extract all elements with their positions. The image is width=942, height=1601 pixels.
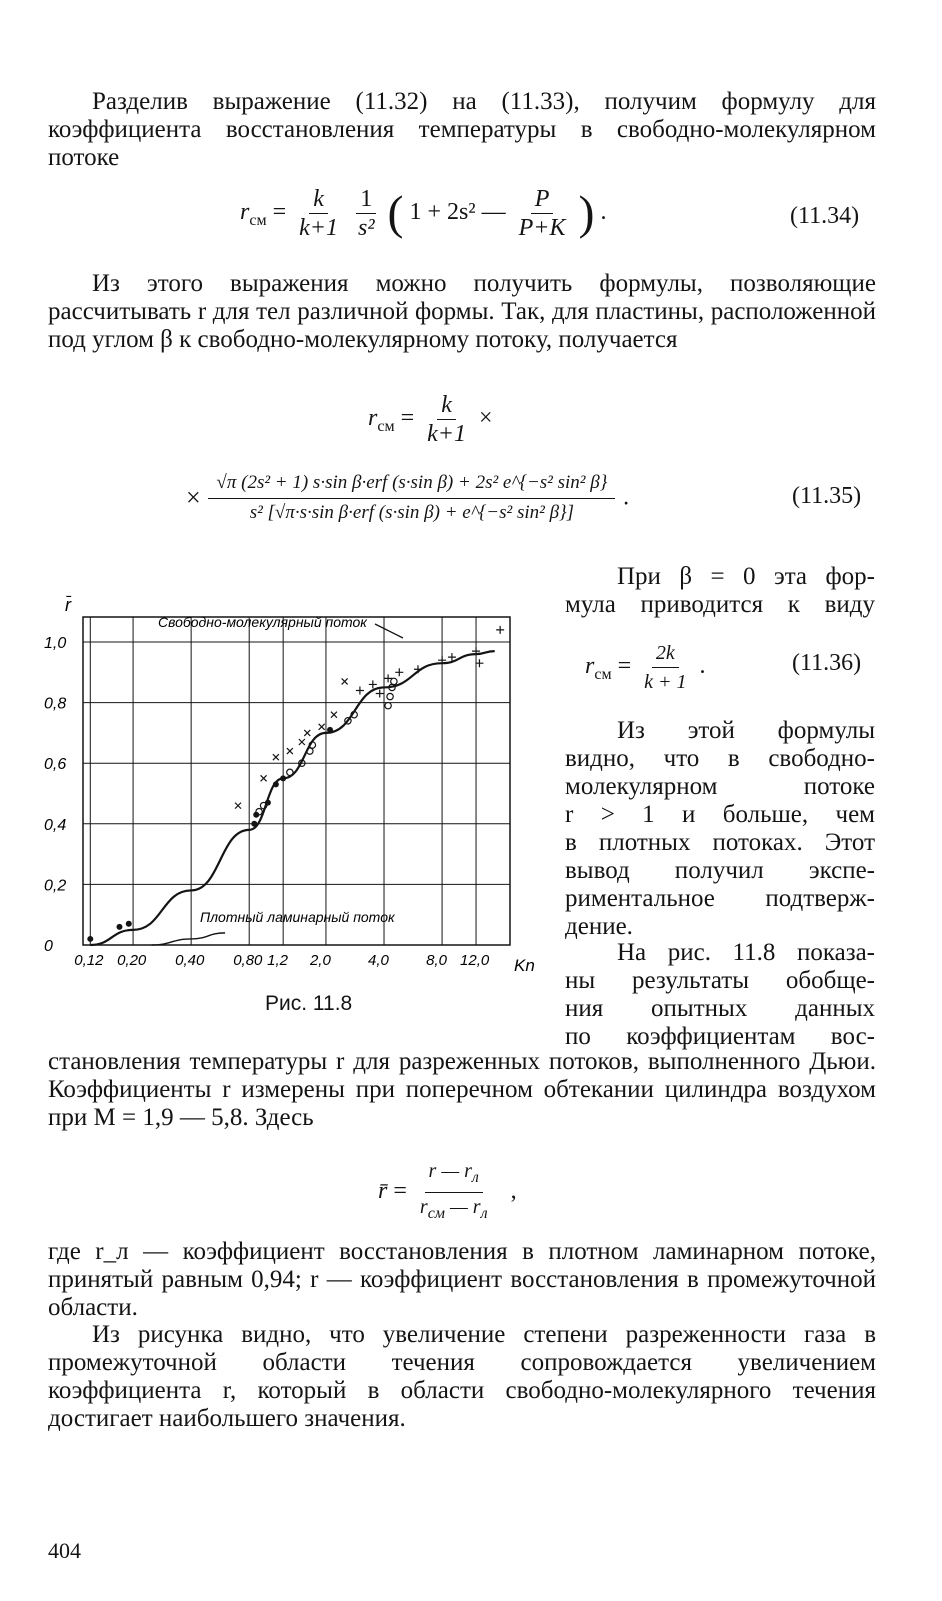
- label-free-pointer: [375, 624, 403, 638]
- eq2-times: ×: [478, 405, 493, 432]
- eq1-lhs-sub: см: [249, 211, 267, 229]
- data-point-x: [261, 775, 267, 781]
- x-tick-label: 4,0: [368, 952, 389, 969]
- equation-11-35-line1: $r_{см}$ = $\frac{k}{k+1}$ ×: [368, 392, 493, 447]
- data-point-plus: [414, 665, 422, 673]
- data-point-dot: [116, 924, 122, 930]
- eq1-open-paren: (: [387, 186, 404, 240]
- x-tick-label: 0,80: [233, 952, 263, 969]
- eq4-lhs-sub: см: [594, 665, 612, 683]
- data-point-circle: [287, 769, 293, 775]
- eq5-den: r: [419, 1196, 428, 1218]
- side2-line-2: видно, что в свободно-: [565, 745, 875, 772]
- data-point-dot: [126, 921, 132, 927]
- data-point-x: [273, 754, 279, 760]
- y-tick-label: 0,4: [44, 816, 67, 834]
- page-number: 404: [48, 1538, 81, 1563]
- data-point-dot: [273, 781, 279, 787]
- equation-number-11-36: (11.36): [792, 650, 862, 676]
- y-tick-label: 0,2: [44, 877, 67, 895]
- eq1-f2-den: s²: [357, 215, 375, 241]
- fit-curve: [90, 651, 494, 945]
- side-text-1: [565, 563, 875, 619]
- data-point-circle: [385, 702, 391, 708]
- data-point-plus: [376, 690, 384, 698]
- side2-line-3: молекулярном потоке: [565, 773, 875, 800]
- eq1-f3-den: P+K: [518, 215, 566, 241]
- eq3-num: √π (2s² + 1) s·sin β·erf (s·sin β) + 2s² e^{−s² sin² β}: [208, 470, 615, 499]
- label-dense-laminar: Плотный ламинарный поток: [200, 909, 395, 925]
- equation-11-36: $r_{см}$ = $\frac{2k}{k + 1}$ .: [585, 642, 706, 693]
- eq5-num: r — r: [428, 1160, 472, 1182]
- data-point-x: [342, 678, 348, 684]
- x-tick-label: 0,40: [175, 952, 205, 969]
- side3-line-3: ния опытных данных: [565, 995, 875, 1022]
- data-point-plus: [395, 668, 403, 676]
- x-tick-label: 0,12: [74, 952, 104, 969]
- eq3-den: s² [√π·s·sin β·erf (s·sin β) + e^{−s² sin² β}]: [249, 502, 575, 523]
- eq4-num: 2k: [652, 640, 679, 668]
- paragraph-4: где r_л — коэффициент восстановления в плотном ламинарном потоке, принятый равным 0,94; r — коэффициент восстановления в промежуточной области.: [48, 1238, 876, 1321]
- data-point-plus: [496, 626, 504, 634]
- eq5-den-mid: — r: [445, 1196, 481, 1218]
- eq4-tail: .: [699, 653, 706, 680]
- eq2-den: k+1: [427, 421, 466, 447]
- side3-line-4: по коэффициентам вос-: [565, 1023, 875, 1050]
- eq2-lhs: r: [368, 405, 378, 432]
- eq5-den-sub1: см: [427, 1205, 445, 1222]
- data-point-x: [304, 730, 310, 736]
- eq5-tail: ,: [510, 1178, 517, 1205]
- data-point-circle: [387, 693, 393, 699]
- eq1-lhs: r: [240, 199, 250, 226]
- eq1-close-paren: ): [578, 186, 595, 240]
- data-point-x: [299, 739, 305, 745]
- x-axis-label: Kn: [514, 956, 535, 975]
- data-point-x: [235, 803, 241, 809]
- side-text-3: [565, 939, 875, 1051]
- data-point-x: [319, 724, 325, 730]
- x-tick-label: 2,0: [309, 952, 331, 969]
- figure-grid: [83, 617, 510, 945]
- data-point-circle: [391, 678, 397, 684]
- equation-number-11-35: (11.35): [792, 483, 862, 509]
- side1-line-1: При β = 0 эта фор-: [617, 563, 875, 590]
- data-point-dot: [327, 727, 333, 733]
- y-tick-label: 0,6: [44, 756, 67, 774]
- eq1-body: 1 + 2s² —: [409, 199, 506, 226]
- eq2-num: k: [437, 392, 456, 420]
- x-tick-label: 0,20: [117, 952, 147, 969]
- figure-curves: [90, 651, 494, 945]
- y-tick-label: 1,0: [44, 635, 67, 652]
- paragraph-3: становления температуры r для разреженных потоков, выполненного Дьюи. Коэффициенты r измерены при поперечном обтекании цилиндра воздухом при M = 1,9 — 5,8. Здесь: [48, 1048, 876, 1131]
- side2-line-8: дение.: [565, 913, 633, 940]
- side-text-2: [565, 717, 875, 941]
- data-point-x: [331, 712, 337, 718]
- data-point-dot: [87, 936, 93, 942]
- data-point-plus: [369, 680, 377, 688]
- eq1-f1-den: k+1: [299, 215, 338, 241]
- side1-line-2: мула приводится к виду: [565, 591, 875, 618]
- eq3-tail: .: [623, 484, 630, 511]
- eq5-den-sub2: л: [480, 1205, 488, 1222]
- eq5-num-sub: л: [471, 1169, 479, 1186]
- equation-number-11-34: (11.34): [790, 203, 860, 229]
- side2-line-5: в плотных потоках. Этот: [565, 829, 875, 856]
- eq1-tail: .: [600, 199, 607, 226]
- eq5-lhs: r̄: [378, 1178, 388, 1205]
- data-point-plus: [475, 659, 483, 667]
- x-tick-label: 8,0: [426, 952, 447, 969]
- equation-11-35-line2: [186, 470, 629, 526]
- side2-line-4: r > 1 и больше, чем: [565, 801, 875, 828]
- y-tick-label: 0: [44, 938, 53, 955]
- equation-r-bar: r̄ = $\frac{r — r_л}{r_{см} — r_л}$ ,: [378, 1160, 517, 1222]
- y-tick-label: 0,8: [44, 695, 67, 713]
- data-point-dot: [280, 775, 286, 781]
- paragraph-5: Из рисунка видно, что увеличение степени разреженности газа в промежуточной области течения сопровождается увеличением коэффициента r, который в области свободно-молекулярного течения достигает наибольшего значения.: [48, 1321, 876, 1432]
- figure-caption: Рис. 11.8: [265, 992, 353, 1015]
- eq4-den: k + 1: [644, 671, 687, 693]
- data-point-plus: [356, 686, 364, 694]
- data-point-x: [287, 748, 293, 754]
- equation-11-34: $r_{см}$ = $\frac{k}{k+1}$ $\frac{1}{\text{s²}}$ ( 1 + 2s² — $\frac{P}{P+K}$ ) .: [240, 186, 607, 241]
- eq1-f1-num: k: [309, 186, 328, 214]
- side2-line-1: Из этой формулы: [617, 717, 875, 744]
- x-tick-label: 12,0: [460, 952, 490, 969]
- side2-line-6: вывод получил экспе-: [565, 857, 875, 884]
- figure-11-8: [40, 595, 550, 985]
- y-axis-label: r̄: [65, 595, 71, 615]
- eq2-lhs-sub: см: [377, 417, 395, 435]
- side3-line-1: На рис. 11.8 показа-: [617, 939, 875, 966]
- eq1-f3-num: P: [531, 186, 554, 214]
- side2-line-7: риментальное подтверж-: [565, 885, 875, 912]
- eq3-times: ×: [186, 483, 201, 512]
- eq1-f2-num: 1: [356, 186, 376, 214]
- paragraph-2: Из этого выражения можно получить формулы, позволяющие рассчитывать r для тел различной формы. Так, для пластины, расположенной под углом β к свободно-молекулярному потоку, получается: [48, 270, 876, 353]
- side3-line-2: ны результаты обобще-: [565, 967, 875, 994]
- paragraph-1: Разделив выражение (11.32) на (11.33), получим формулу для коэффициента восстановления температуры в свободно-молекулярном потоке: [48, 88, 876, 171]
- data-point-dot: [251, 821, 257, 827]
- plot-frame: [83, 617, 510, 945]
- x-tick-label: 1,2: [267, 952, 289, 969]
- label-free-molecular: Свободно-молекулярный поток: [158, 614, 367, 630]
- dense-laminar-curve: [152, 933, 225, 945]
- eq4-lhs: r: [585, 653, 595, 680]
